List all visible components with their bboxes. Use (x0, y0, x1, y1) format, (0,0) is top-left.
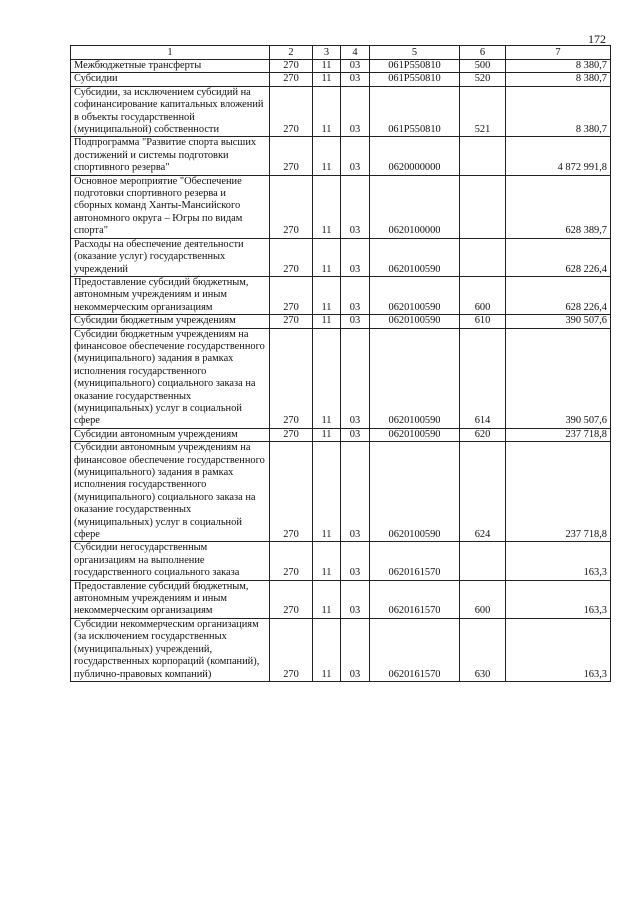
row-expense-type: 620 (460, 428, 506, 441)
row-subsection: 03 (341, 315, 370, 328)
row-subsection: 03 (341, 442, 370, 542)
header-cell: 5 (370, 46, 460, 60)
row-admin-code: 270 (270, 60, 313, 73)
row-expense-type: 500 (460, 60, 506, 73)
row-admin-code: 270 (270, 580, 313, 618)
row-section: 11 (313, 60, 341, 73)
row-expense-type: 520 (460, 73, 506, 86)
row-subsection: 03 (341, 542, 370, 580)
row-amount: 237 718,8 (506, 442, 611, 542)
row-expense-type: 600 (460, 580, 506, 618)
row-amount: 628 226,4 (506, 276, 611, 314)
table-header-row (71, 46, 611, 60)
budget-table (70, 45, 611, 682)
row-target-code: 0620100000 (370, 175, 460, 238)
row-amount: 163,3 (506, 580, 611, 618)
row-name: Подпрограмма "Развитие спорта высших достижений и системы подготовки спортивного резерва" (71, 137, 270, 175)
table-row (71, 238, 611, 276)
row-target-code: 0620100590 (370, 238, 460, 276)
row-subsection: 03 (341, 60, 370, 73)
row-target-code: 061P550810 (370, 86, 460, 137)
table-row (71, 60, 611, 73)
row-name: Основное мероприятие "Обеспечение подготовки спортивного резерва и сборных команд Ханты-Мансийского автономного округа – Югры по видам спорта" (71, 175, 270, 238)
row-admin-code: 270 (270, 73, 313, 86)
row-section: 11 (313, 73, 341, 86)
row-admin-code: 270 (270, 618, 313, 681)
row-expense-type: 610 (460, 315, 506, 328)
row-expense-type: 624 (460, 442, 506, 542)
row-section: 11 (313, 442, 341, 542)
row-name: Субсидии некоммерческим организациям (за исключением государственных (муниципальных) учреждений, государственных корпораций (компаний), публично-правовых компаний) (71, 618, 270, 681)
header-cell: 7 (506, 46, 611, 60)
row-admin-code: 270 (270, 428, 313, 441)
row-name: Субсидии (71, 73, 270, 86)
row-name: Субсидии, за исключением субсидий на софинансирование капитальных вложений в объекты государственной (муниципальной) собственности (71, 86, 270, 137)
row-expense-type (460, 175, 506, 238)
row-admin-code: 270 (270, 328, 313, 428)
row-subsection: 03 (341, 580, 370, 618)
row-subsection: 03 (341, 73, 370, 86)
row-target-code: 0620100590 (370, 315, 460, 328)
table-row (71, 580, 611, 618)
row-admin-code: 270 (270, 86, 313, 137)
row-admin-code: 270 (270, 238, 313, 276)
header-cell: 1 (71, 46, 270, 60)
row-expense-type (460, 542, 506, 580)
row-amount: 8 380,7 (506, 60, 611, 73)
row-subsection: 03 (341, 86, 370, 137)
row-amount: 628 389,7 (506, 175, 611, 238)
row-name: Предоставление субсидий бюджетным, автономным учреждениям и иным некоммерческим организациям (71, 276, 270, 314)
table-row (71, 618, 611, 681)
row-expense-type: 614 (460, 328, 506, 428)
row-target-code: 061P550810 (370, 73, 460, 86)
table-row (71, 542, 611, 580)
row-section: 11 (313, 618, 341, 681)
row-name: Субсидии бюджетным учреждениям (71, 315, 270, 328)
row-subsection: 03 (341, 428, 370, 441)
row-expense-type: 600 (460, 276, 506, 314)
row-target-code: 0620100590 (370, 428, 460, 441)
row-amount: 8 380,7 (506, 73, 611, 86)
row-admin-code: 270 (270, 137, 313, 175)
table-row (71, 73, 611, 86)
row-subsection: 03 (341, 328, 370, 428)
table-row (71, 328, 611, 428)
row-section: 11 (313, 580, 341, 618)
table-row (71, 442, 611, 542)
row-subsection: 03 (341, 618, 370, 681)
row-target-code: 0620161570 (370, 618, 460, 681)
row-target-code: 0620161570 (370, 580, 460, 618)
row-name: Субсидии негосударственным организациям на выполнение государственного социального заказа (71, 542, 270, 580)
table-row (71, 175, 611, 238)
row-admin-code: 270 (270, 175, 313, 238)
row-amount: 163,3 (506, 618, 611, 681)
row-admin-code: 270 (270, 542, 313, 580)
row-amount: 390 507,6 (506, 328, 611, 428)
row-amount: 628 226,4 (506, 238, 611, 276)
table-row (71, 315, 611, 328)
header-cell: 3 (313, 46, 341, 60)
page-number: 172 (588, 32, 606, 46)
row-subsection: 03 (341, 175, 370, 238)
header-cell: 6 (460, 46, 506, 60)
row-expense-type: 630 (460, 618, 506, 681)
row-section: 11 (313, 542, 341, 580)
row-subsection: 03 (341, 276, 370, 314)
row-section: 11 (313, 238, 341, 276)
row-admin-code: 270 (270, 315, 313, 328)
row-expense-type (460, 137, 506, 175)
table-row (71, 137, 611, 175)
row-name: Межбюджетные трансферты (71, 60, 270, 73)
row-target-code: 0620100590 (370, 328, 460, 428)
row-target-code: 0620100590 (370, 276, 460, 314)
row-subsection: 03 (341, 238, 370, 276)
row-section: 11 (313, 137, 341, 175)
row-section: 11 (313, 315, 341, 328)
row-admin-code: 270 (270, 442, 313, 542)
table-row (71, 276, 611, 314)
row-name: Субсидии бюджетным учреждениям на финансовое обеспечение государственного (муниципального) задания в рамках исполнения государственного (муниципального) социального заказа на оказание государственных (муниципальных) услуг в социальной сфере (71, 328, 270, 428)
row-admin-code: 270 (270, 276, 313, 314)
row-subsection: 03 (341, 137, 370, 175)
row-name: Предоставление субсидий бюджетным, автономным учреждениям и иным некоммерческим организациям (71, 580, 270, 618)
row-amount: 237 718,8 (506, 428, 611, 441)
row-target-code: 0620000000 (370, 137, 460, 175)
table-row (71, 428, 611, 441)
row-name: Субсидии автономным учреждениям (71, 428, 270, 441)
row-amount: 4 872 991,8 (506, 137, 611, 175)
row-expense-type: 521 (460, 86, 506, 137)
row-section: 11 (313, 175, 341, 238)
row-amount: 8 380,7 (506, 86, 611, 137)
row-target-code: 0620100590 (370, 442, 460, 542)
row-section: 11 (313, 428, 341, 441)
row-expense-type (460, 238, 506, 276)
table-row (71, 86, 611, 137)
header-cell: 4 (341, 46, 370, 60)
row-name: Субсидии автономным учреждениям на финансовое обеспечение государственного (муниципального) задания в рамках исполнения государственного (муниципального) социального заказа на оказание государственных (муниципальных) услуг в социальной сфере (71, 442, 270, 542)
row-section: 11 (313, 328, 341, 428)
row-amount: 163,3 (506, 542, 611, 580)
row-section: 11 (313, 276, 341, 314)
row-target-code: 061P550810 (370, 60, 460, 73)
row-section: 11 (313, 86, 341, 137)
row-name: Расходы на обеспечение деятельности (оказание услуг) государственных учреждений (71, 238, 270, 276)
row-target-code: 0620161570 (370, 542, 460, 580)
row-amount: 390 507,6 (506, 315, 611, 328)
header-cell: 2 (270, 46, 313, 60)
